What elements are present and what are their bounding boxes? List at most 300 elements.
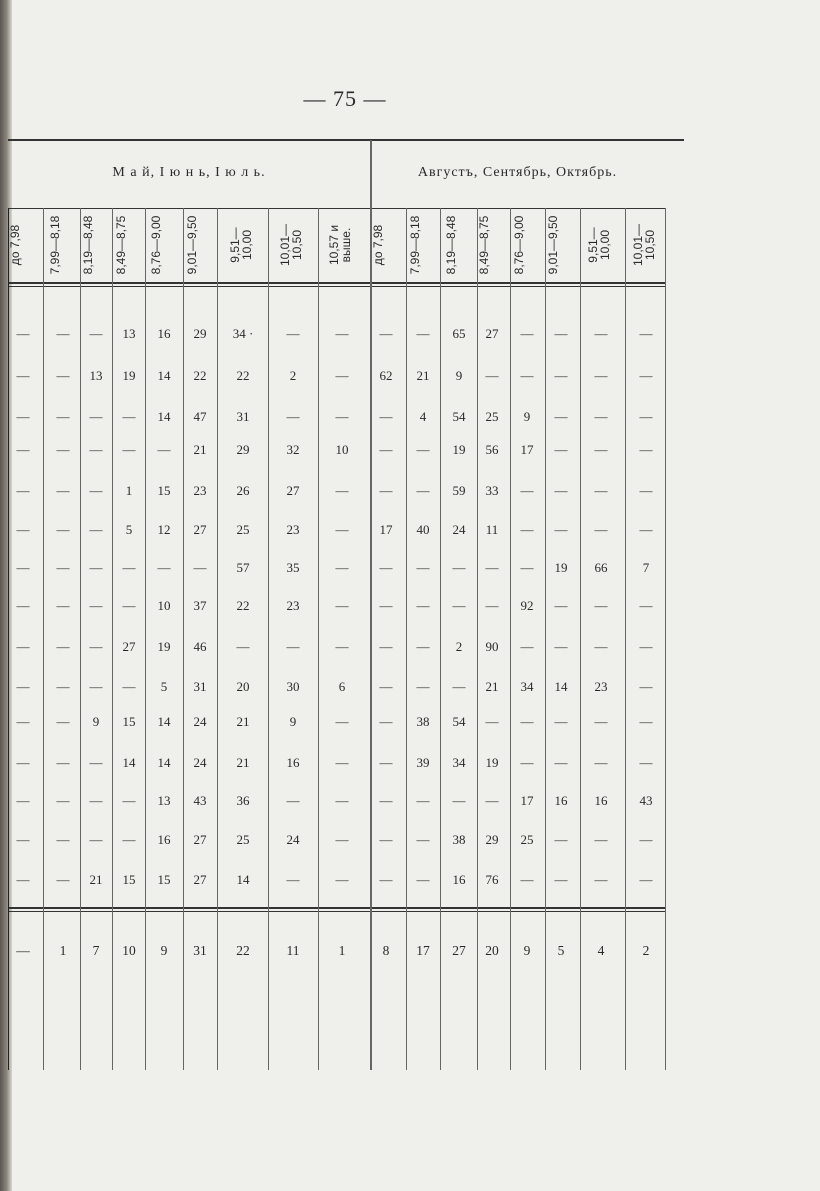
- table-cell: —: [554, 755, 568, 770]
- table-cell: —: [639, 368, 653, 383]
- table-cell: 10: [157, 598, 171, 613]
- table-cell: —: [56, 832, 70, 847]
- table-cell: —: [554, 483, 568, 498]
- total-cell: 11: [286, 943, 300, 958]
- table-cell: —: [286, 326, 300, 341]
- table-cell: —: [56, 679, 70, 694]
- table-cell: —: [56, 872, 70, 887]
- table-cell: —: [379, 714, 393, 729]
- table-cell: —: [416, 679, 430, 694]
- table-cell: —: [416, 598, 430, 613]
- total-cell: 8: [382, 943, 390, 958]
- table-cell: 7: [642, 560, 650, 575]
- table-cell: —: [416, 483, 430, 498]
- table-cell: 16: [286, 755, 300, 770]
- table-cell: —: [122, 560, 136, 575]
- table-cell: —: [16, 793, 30, 808]
- table-cell: —: [89, 832, 103, 847]
- column-header: 8,76—9,00: [512, 215, 526, 275]
- table-cell: —: [89, 483, 103, 498]
- table-cell: —: [520, 639, 534, 654]
- table-cell: 29: [236, 442, 250, 457]
- table-cell: 56: [485, 442, 499, 457]
- table-cell: 19: [452, 442, 466, 457]
- table-cell: —: [335, 832, 349, 847]
- totals-rule: [8, 907, 665, 909]
- table-cell: 14: [157, 409, 171, 424]
- table-cell: —: [56, 409, 70, 424]
- table-cell: —: [554, 409, 568, 424]
- table-cell: 46: [193, 639, 207, 654]
- table-cell: —: [56, 714, 70, 729]
- totals-rule-2: [8, 911, 665, 912]
- table-cell: —: [335, 560, 349, 575]
- table-cell: —: [520, 755, 534, 770]
- table-cell: —: [452, 560, 466, 575]
- table-cell: —: [56, 755, 70, 770]
- table-cell: —: [56, 442, 70, 457]
- table-cell: —: [335, 326, 349, 341]
- column-header: 10,57 и выше.: [327, 224, 353, 266]
- table-cell: —: [236, 639, 250, 654]
- column-header: 10,01— 10,50: [631, 223, 657, 267]
- table-cell: —: [639, 598, 653, 613]
- table-cell: —: [56, 598, 70, 613]
- total-cell: 7: [92, 943, 100, 958]
- table-cell: 54: [452, 409, 466, 424]
- total-cell: 9: [523, 943, 531, 958]
- table-cell: 2: [455, 639, 463, 654]
- table-cell: 57: [236, 560, 250, 575]
- table-cell: 9: [455, 368, 463, 383]
- column-header: до 7,98: [371, 224, 385, 266]
- table-cell: —: [89, 326, 103, 341]
- table-cell: 15: [122, 872, 136, 887]
- table-cell: 27: [193, 522, 207, 537]
- table-cell: 23: [594, 679, 608, 694]
- table-cell: —: [554, 832, 568, 847]
- table-cell: —: [379, 872, 393, 887]
- table-cell: —: [639, 755, 653, 770]
- table-cell: —: [379, 755, 393, 770]
- table-cell: 14: [236, 872, 250, 887]
- column-header: 8,76—9,00: [149, 215, 163, 275]
- table-cell: 19: [485, 755, 499, 770]
- table-cell: —: [379, 442, 393, 457]
- table-cell: 16: [554, 793, 568, 808]
- table-cell: —: [16, 522, 30, 537]
- table-cell: —: [554, 368, 568, 383]
- table-cell: —: [554, 639, 568, 654]
- table-cell: 39: [416, 755, 430, 770]
- table-cell: 22: [236, 368, 250, 383]
- total-cell: 1: [59, 943, 67, 958]
- table-cell: 27: [122, 639, 136, 654]
- table-cell: —: [639, 483, 653, 498]
- column-header: 9,51— 10,00: [586, 227, 612, 263]
- table-cell: 16: [594, 793, 608, 808]
- column-header: 7,99—8,18: [408, 215, 422, 275]
- table-cell: 9: [289, 714, 297, 729]
- table-cell: —: [639, 872, 653, 887]
- table-cell: —: [639, 714, 653, 729]
- table-cell: —: [416, 793, 430, 808]
- total-cell: 10: [122, 943, 136, 958]
- column-header: 9,51— 10,00: [228, 227, 254, 263]
- table-cell: —: [520, 483, 534, 498]
- table-cell: —: [594, 639, 608, 654]
- table-cell: —: [16, 598, 30, 613]
- table-cell: —: [594, 483, 608, 498]
- table-cell: 43: [193, 793, 207, 808]
- table-cell: 21: [236, 755, 250, 770]
- table-cell: —: [286, 639, 300, 654]
- table-cell: —: [379, 793, 393, 808]
- table-cell: 14: [157, 368, 171, 383]
- table-cell: —: [89, 639, 103, 654]
- table-cell: 36: [236, 793, 250, 808]
- table-cell: —: [122, 793, 136, 808]
- table-cell: 17: [520, 442, 534, 457]
- table-cell: —: [56, 326, 70, 341]
- total-cell: 2: [642, 943, 650, 958]
- table-cell: 15: [157, 872, 171, 887]
- table-cell: —: [485, 560, 499, 575]
- table-cell: —: [639, 409, 653, 424]
- table-cell: —: [16, 368, 30, 383]
- table-cell: —: [56, 639, 70, 654]
- table-cell: —: [639, 679, 653, 694]
- table-cell: 16: [157, 326, 171, 341]
- table-cell: —: [520, 714, 534, 729]
- column-divider: [268, 208, 269, 1070]
- table-cell: 2: [289, 368, 297, 383]
- table-cell: 31: [193, 679, 207, 694]
- total-cell: 20: [485, 943, 499, 958]
- table-cell: —: [594, 872, 608, 887]
- table-cell: 14: [122, 755, 136, 770]
- table-cell: 22: [193, 368, 207, 383]
- table-cell: 20: [236, 679, 250, 694]
- total-cell: 9: [160, 943, 168, 958]
- table-cell: —: [594, 522, 608, 537]
- table-cell: —: [335, 639, 349, 654]
- table-cell: 4: [419, 409, 427, 424]
- total-cell: 5: [557, 943, 565, 958]
- table-cell: —: [594, 714, 608, 729]
- table-cell: —: [594, 368, 608, 383]
- table-cell: 14: [157, 755, 171, 770]
- table-cell: —: [520, 368, 534, 383]
- table-cell: —: [193, 560, 207, 575]
- column-divider: [625, 208, 626, 1070]
- column-header: 9,01—9,50: [185, 215, 199, 275]
- table-cell: 27: [286, 483, 300, 498]
- table-cell: —: [379, 832, 393, 847]
- table-cell: —: [89, 522, 103, 537]
- column-header: 8,19—8,48: [81, 215, 95, 275]
- table-cell: —: [379, 326, 393, 341]
- table-cell: 14: [554, 679, 568, 694]
- table-cell: —: [554, 872, 568, 887]
- table-cell: —: [554, 598, 568, 613]
- header-rule-2: [8, 286, 665, 287]
- table-cell: —: [335, 522, 349, 537]
- table-cell: —: [594, 832, 608, 847]
- table-cell: 27: [485, 326, 499, 341]
- table-cell: —: [335, 368, 349, 383]
- table-cell: —: [122, 679, 136, 694]
- table-cell: 26: [236, 483, 250, 498]
- table-cell: —: [335, 483, 349, 498]
- table-cell: —: [416, 832, 430, 847]
- table-cell: —: [16, 832, 30, 847]
- table-cell: 37: [193, 598, 207, 613]
- column-header: 9,01—9,50: [546, 215, 560, 275]
- table-cell: 65: [452, 326, 466, 341]
- table-cell: —: [16, 639, 30, 654]
- total-cell: 31: [193, 943, 207, 958]
- table-cell: 29: [485, 832, 499, 847]
- table-cell: —: [379, 483, 393, 498]
- table-cell: 34: [452, 755, 466, 770]
- table-cell: —: [122, 598, 136, 613]
- table-cell: 43: [639, 793, 653, 808]
- table-cell: —: [89, 755, 103, 770]
- table-cell: —: [452, 679, 466, 694]
- column-header: 7,99—8,18: [48, 215, 62, 275]
- table-cell: —: [379, 679, 393, 694]
- table-cell: 25: [236, 522, 250, 537]
- table-cell: —: [520, 326, 534, 341]
- table-cell: —: [416, 560, 430, 575]
- table-cell: —: [379, 639, 393, 654]
- table-cell: 40: [416, 522, 430, 537]
- table-cell: 19: [157, 639, 171, 654]
- table-cell: —: [16, 714, 30, 729]
- table-cell: —: [335, 872, 349, 887]
- table-cell: —: [379, 598, 393, 613]
- table-cell: 76: [485, 872, 499, 887]
- table-cell: —: [485, 793, 499, 808]
- table-cell: 21: [89, 872, 103, 887]
- table-cell: 15: [122, 714, 136, 729]
- group-title-aug-oct: Августъ, Сентябрь, Октябрь.: [417, 165, 618, 180]
- table-cell: —: [157, 560, 171, 575]
- table-cell: 5: [160, 679, 168, 694]
- table-cell: 66: [594, 560, 608, 575]
- column-divider: [580, 208, 581, 1070]
- column-header: до 7,98: [8, 224, 22, 266]
- table-cell: —: [335, 793, 349, 808]
- table-cell: 92: [520, 598, 534, 613]
- table-cell: —: [416, 639, 430, 654]
- page-number: — 75 —: [303, 86, 387, 111]
- table-cell: 16: [157, 832, 171, 847]
- table-cell: 21: [193, 442, 207, 457]
- table-cell: 23: [286, 522, 300, 537]
- table-cell: —: [16, 560, 30, 575]
- table-cell: —: [520, 560, 534, 575]
- table-cell: 62: [379, 368, 393, 383]
- table-cell: —: [122, 832, 136, 847]
- table-cell: —: [56, 793, 70, 808]
- table-cell: —: [639, 832, 653, 847]
- table-cell: 35: [286, 560, 300, 575]
- top-rule: [8, 139, 684, 141]
- table-cell: 22: [236, 598, 250, 613]
- table-cell: —: [639, 442, 653, 457]
- table-cell: —: [16, 442, 30, 457]
- table-cell: 15: [157, 483, 171, 498]
- table-cell: 24: [286, 832, 300, 847]
- table-cell: 1: [125, 483, 133, 498]
- table-cell: 13: [157, 793, 171, 808]
- table-cell: —: [554, 714, 568, 729]
- table-cell: 16: [452, 872, 466, 887]
- table-cell: —: [594, 326, 608, 341]
- total-cell: 22: [236, 943, 250, 958]
- total-cell: —: [16, 943, 30, 958]
- table-cell: —: [485, 368, 499, 383]
- table-cell: 25: [485, 409, 499, 424]
- table-cell: 13: [122, 326, 136, 341]
- table-cell: 38: [452, 832, 466, 847]
- table-cell: —: [16, 409, 30, 424]
- table-cell: 33: [485, 483, 499, 498]
- table-cell: —: [594, 755, 608, 770]
- table-cell: 19: [122, 368, 136, 383]
- table-cell: 19: [554, 560, 568, 575]
- table-cell: —: [594, 598, 608, 613]
- table-cell: 10: [335, 442, 349, 457]
- table-cell: —: [89, 560, 103, 575]
- table-cell: —: [554, 522, 568, 537]
- table-cell: 29: [193, 326, 207, 341]
- table-cell: 21: [485, 679, 499, 694]
- table-cell: 23: [286, 598, 300, 613]
- column-divider: [43, 208, 44, 1070]
- table-cell: 14: [157, 714, 171, 729]
- table-cell: —: [520, 522, 534, 537]
- total-cell: 4: [597, 943, 605, 958]
- table-cell: —: [286, 409, 300, 424]
- table-cell: —: [335, 755, 349, 770]
- table-cell: 6: [338, 679, 346, 694]
- table-cell: —: [335, 714, 349, 729]
- table-cell: —: [56, 522, 70, 537]
- table-cell: —: [416, 872, 430, 887]
- column-divider: [318, 208, 319, 1070]
- table-cell: 9: [92, 714, 100, 729]
- table-cell: —: [335, 598, 349, 613]
- column-header: 10,01— 10,50: [278, 223, 304, 267]
- table-cell: —: [379, 409, 393, 424]
- table-cell: 30: [286, 679, 300, 694]
- table-cell: —: [520, 872, 534, 887]
- table-cell: 17: [520, 793, 534, 808]
- table-cell: —: [16, 755, 30, 770]
- table-cell: —: [16, 679, 30, 694]
- group-title-may-jul: М а й, І ю н ь, І ю л ь.: [112, 165, 266, 180]
- table-cell: 13: [89, 368, 103, 383]
- table-cell: —: [485, 714, 499, 729]
- table-cell: 24: [193, 714, 207, 729]
- table-cell: —: [554, 326, 568, 341]
- table-cell: —: [89, 598, 103, 613]
- table-cell: —: [89, 679, 103, 694]
- table-cell: 27: [193, 872, 207, 887]
- column-header: 8,49—8,75: [477, 215, 491, 275]
- table-cell: 47: [193, 409, 207, 424]
- table-cell: 17: [379, 522, 393, 537]
- table-cell: —: [416, 326, 430, 341]
- table-cell: —: [16, 872, 30, 887]
- table-cell: —: [56, 560, 70, 575]
- column-divider: [665, 208, 666, 1070]
- table-cell: —: [452, 598, 466, 613]
- table-cell: 27: [193, 832, 207, 847]
- table-cell: —: [89, 442, 103, 457]
- table-cell: —: [639, 639, 653, 654]
- table-cell: 11: [485, 522, 499, 537]
- table-cell: 31: [236, 409, 250, 424]
- table-cell: 34 ·: [232, 326, 254, 341]
- table-cell: —: [16, 483, 30, 498]
- table-cell: —: [56, 368, 70, 383]
- table-cell: —: [16, 326, 30, 341]
- table-cell: 24: [452, 522, 466, 537]
- table-cell: —: [554, 442, 568, 457]
- table-cell: —: [286, 872, 300, 887]
- table-cell: 24: [193, 755, 207, 770]
- table-cell: —: [157, 442, 171, 457]
- table-cell: —: [335, 409, 349, 424]
- table-cell: —: [594, 409, 608, 424]
- table-cell: —: [485, 598, 499, 613]
- table-cell: 54: [452, 714, 466, 729]
- table-cell: —: [56, 483, 70, 498]
- table-cell: 12: [157, 522, 171, 537]
- table-cell: 38: [416, 714, 430, 729]
- table-cell: —: [379, 560, 393, 575]
- total-cell: 27: [452, 943, 466, 958]
- column-header: 8,19—8,48: [444, 215, 458, 275]
- table-cell: 25: [520, 832, 534, 847]
- table-cell: 5: [125, 522, 133, 537]
- table-cell: —: [594, 442, 608, 457]
- table-cell: 34: [520, 679, 534, 694]
- table-cell: 90: [485, 639, 499, 654]
- column-header: 8,49—8,75: [114, 215, 128, 275]
- table-cell: —: [639, 326, 653, 341]
- table-cell: 59: [452, 483, 466, 498]
- table-cell: 9: [523, 409, 531, 424]
- table-cell: —: [416, 442, 430, 457]
- table-cell: 23: [193, 483, 207, 498]
- table-cell: —: [639, 522, 653, 537]
- table-cell: —: [452, 793, 466, 808]
- table-cell: —: [122, 409, 136, 424]
- table-cell: 32: [286, 442, 300, 457]
- table-cell: 25: [236, 832, 250, 847]
- table-cell: —: [122, 442, 136, 457]
- table-cell: —: [89, 409, 103, 424]
- total-cell: 1: [338, 943, 346, 958]
- table-cell: 21: [236, 714, 250, 729]
- table-cell: —: [89, 793, 103, 808]
- table-cell: 21: [416, 368, 430, 383]
